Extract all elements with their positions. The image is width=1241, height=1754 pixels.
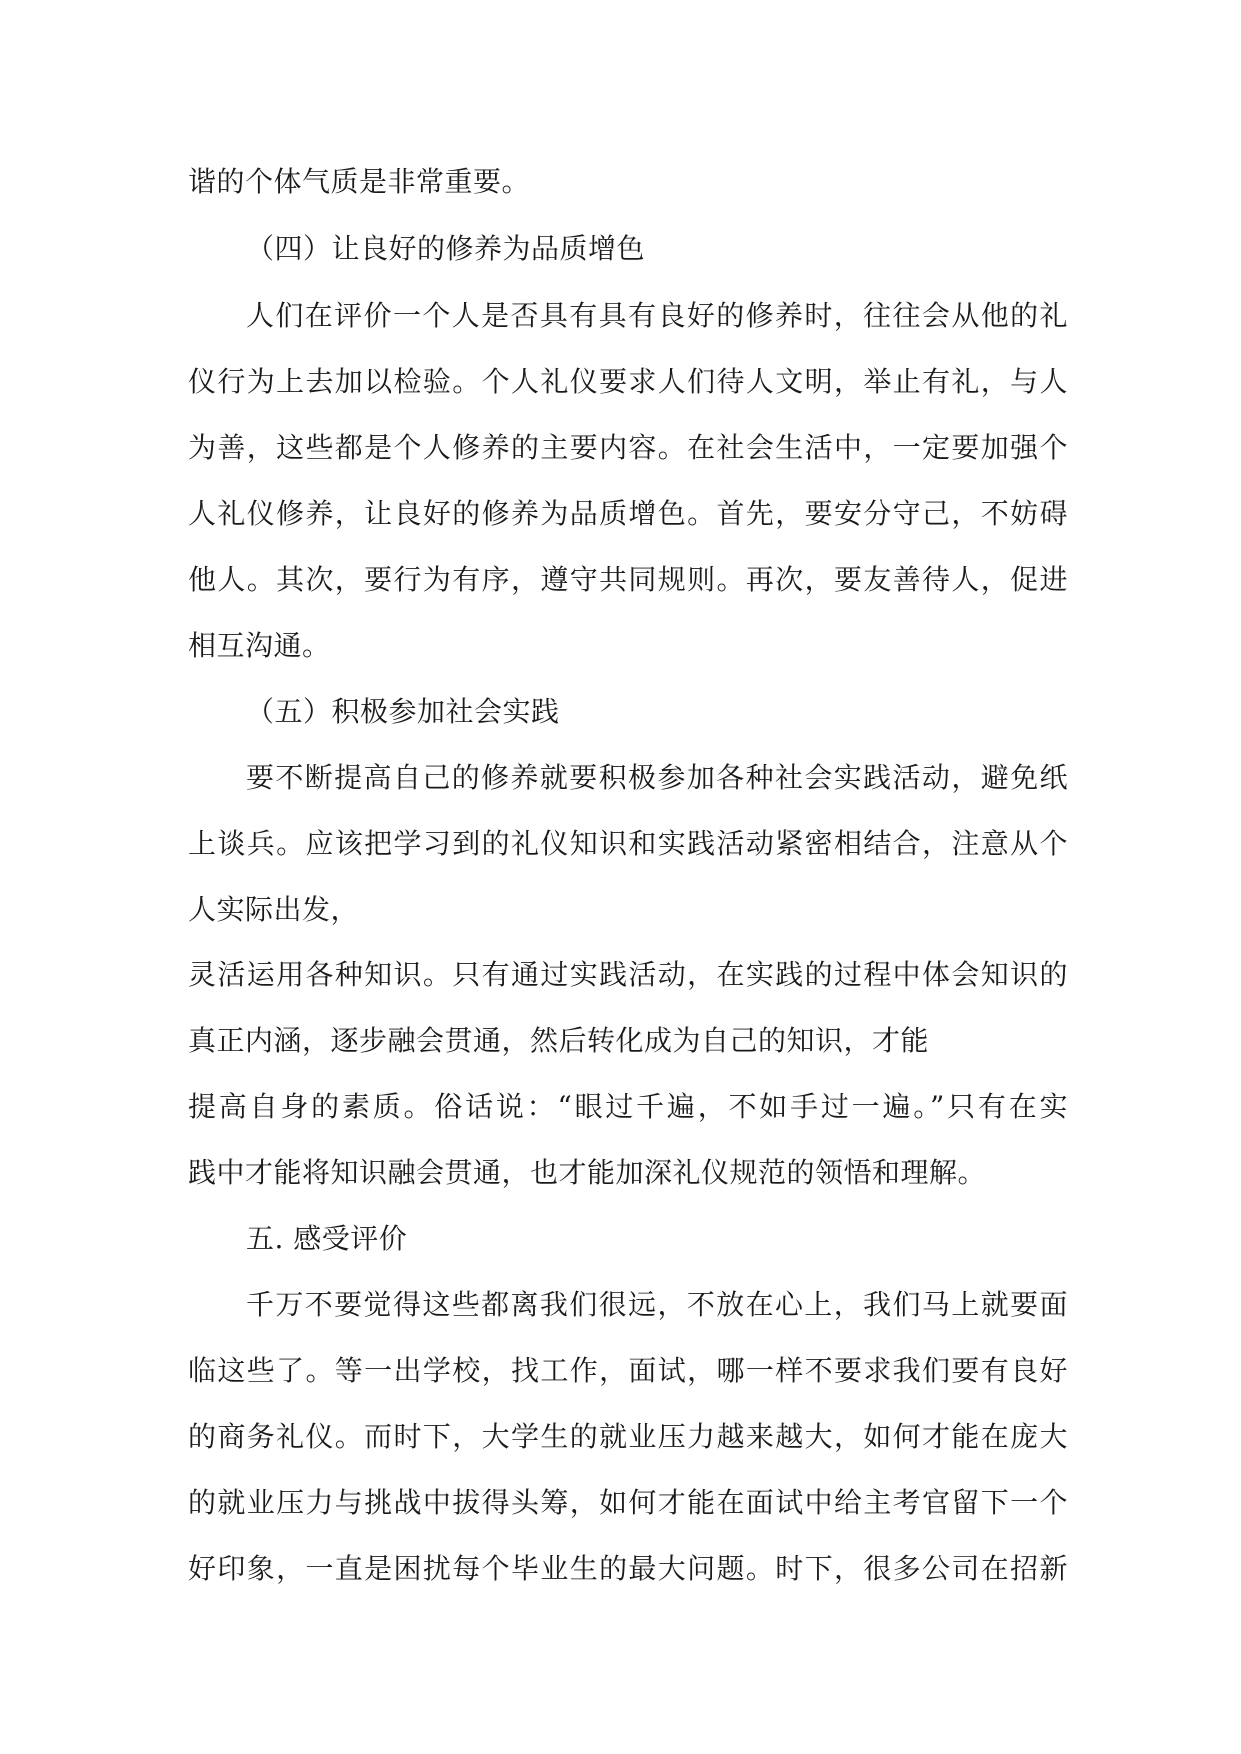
text-line: 真正内涵，逐步融会贯通，然后转化成为自己的知识，才能 <box>188 1024 930 1057</box>
text-line: 的就业压力与挑战中拔得头筹，如何才能在面试中给主考官留下一个 <box>188 1486 1068 1519</box>
text-line: 他人。其次，要行为有序，遵守共同规则。再次，要友善待人，促进 <box>188 563 1068 596</box>
section-heading: （五）积极参加社会实践 <box>246 695 560 728</box>
text-line: 上谈兵。应该把学习到的礼仪知识和实践活动紧密相结合，注意从个 <box>188 827 1068 860</box>
text-line: 临这些了。等一出学校，找工作，面试，哪一样不要求我们要有良好 <box>188 1354 1068 1387</box>
text-line: 的商务礼仪。而时下，大学生的就业压力越来越大，如何才能在庞大 <box>188 1420 1068 1453</box>
section-heading: （四）让良好的修养为品质增色 <box>246 232 646 265</box>
text-line: 相互沟通。 <box>188 629 331 662</box>
text-line: 好印象，一直是困扰每个毕业生的最大问题。时下，很多公司在招新 <box>188 1552 1068 1585</box>
text-line: 提高自身的素质。俗话说：“眼过千遍，不如手过一遍。”只有在实 <box>188 1090 1068 1123</box>
text-line: 人们在评价一个人是否具有具有良好的修养时，往往会从他的礼 <box>246 299 1068 332</box>
text-line: 践中才能将知识融会贯通，也才能加深礼仪规范的领悟和理解。 <box>188 1156 987 1189</box>
text-line: 人实际出发， <box>188 893 360 926</box>
text-line: 要不断提高自己的修养就要积极参加各种社会实践活动，避免纸 <box>246 761 1068 794</box>
text-line: 谐的个体气质是非常重要。 <box>188 165 531 198</box>
section-heading: 五. 感受评价 <box>246 1222 408 1255</box>
text-line: 灵活运用各种知识。只有通过实践活动，在实践的过程中体会知识的 <box>188 958 1068 991</box>
text-line: 仪行为上去加以检验。个人礼仪要求人们待人文明，举止有礼，与人 <box>188 365 1068 398</box>
text-line: 为善，这些都是个人修养的主要内容。在社会生活中，一定要加强个 <box>188 431 1068 464</box>
text-line: 千万不要觉得这些都离我们很远，不放在心上，我们马上就要面 <box>246 1288 1068 1321</box>
text-line: 人礼仪修养，让良好的修养为品质增色。首先，要安分守己，不妨碍 <box>188 497 1068 530</box>
